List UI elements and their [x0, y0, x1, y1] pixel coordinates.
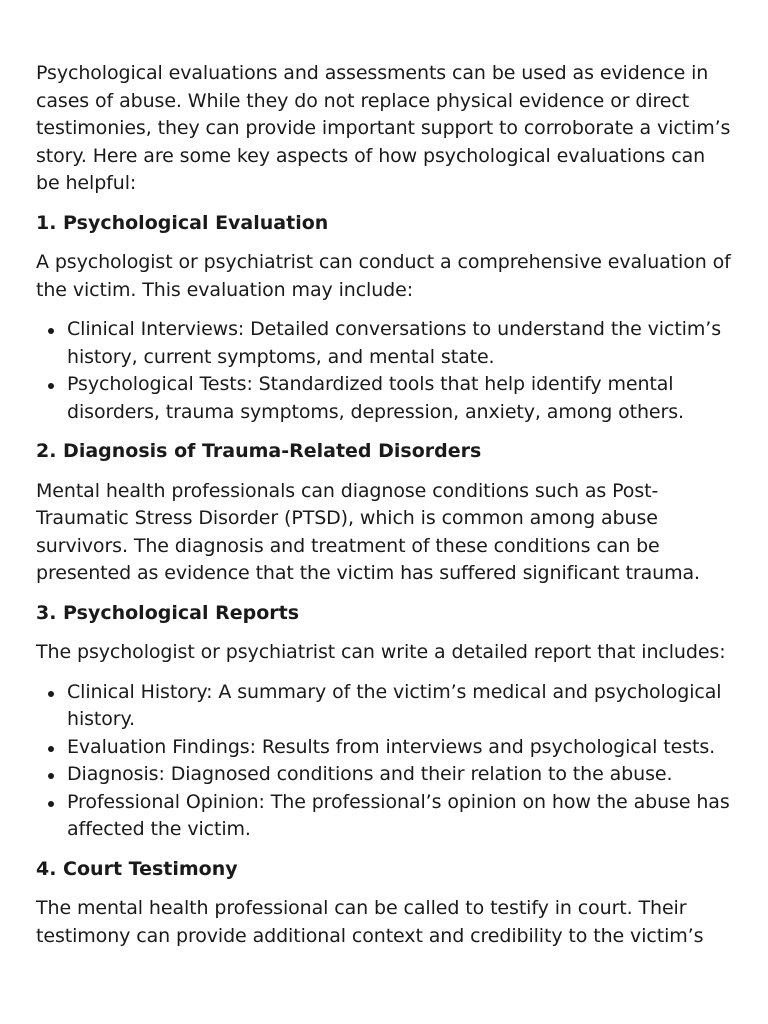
- list-item: Psychological Tests: Standardized tools that help identify mental disorders, trauma symptoms, depression, anxiety, among others.: [67, 371, 732, 426]
- section-heading-psychological-evaluation: 1. Psychological Evaluation: [36, 211, 329, 234]
- intro-paragraph: Psychological evaluations and assessments can be used as evidence in cases of abuse. While they do not replace physical evidence or direct testimonies, they can provide important support to corroborate a victim’s story. Here are some key aspects of how psychological evaluations can be helpful:: [36, 62, 731, 194]
- section-heading-court-testimony: 4. Court Testimony: [36, 857, 238, 880]
- section-body-psychological-evaluation: A psychologist or psychiatrist can conduct a comprehensive evaluation of the victim. This evaluation may include:: [36, 251, 731, 301]
- section-body-diagnosis: Mental health professionals can diagnose conditions such as Post-Traumatic Stress Disorder (PTSD), which is common among abuse survivors. The diagnosis and treatment of these conditions can be presented as evidence that the victim has suffered significant trauma.: [36, 479, 700, 584]
- report-list: [36, 679, 732, 844]
- section-heading-psychological-reports: 3. Psychological Reports: [36, 601, 300, 624]
- evaluation-list: [36, 316, 732, 426]
- list-item: Diagnosis: Diagnosed conditions and their relation to the abuse.: [67, 761, 732, 789]
- list-item: Clinical Interviews: Detailed conversations to understand the victim’s history, current symptoms, and mental state.: [67, 316, 732, 371]
- list-item: Evaluation Findings: Results from interviews and psychological tests.: [67, 734, 732, 762]
- list-item: Professional Opinion: The professional’s opinion on how the abuse has affected the victim.: [67, 789, 732, 844]
- section-body-psychological-reports: The psychologist or psychiatrist can write a detailed report that includes:: [36, 641, 726, 663]
- section-body-court-testimony: The mental health professional can be called to testify in court. Their testimony can provide additional context and credibility to the victim’s: [36, 897, 704, 947]
- section-heading-diagnosis: 2. Diagnosis of Trauma-Related Disorders: [36, 440, 482, 462]
- list-item: Clinical History: A summary of the victim’s medical and psychological history.: [67, 679, 732, 734]
